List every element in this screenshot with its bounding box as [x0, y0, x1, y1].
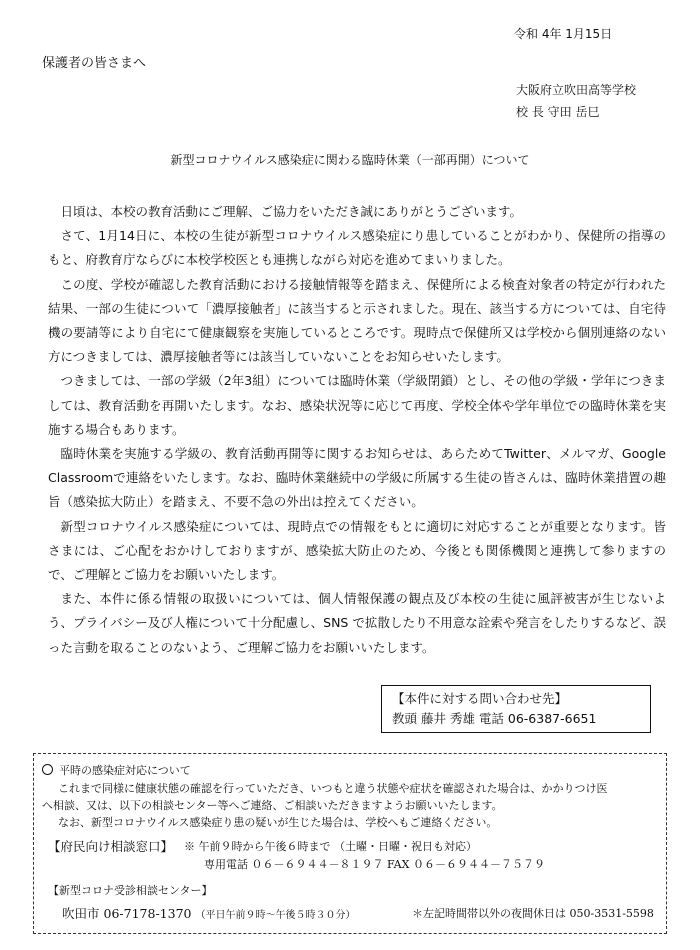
paragraph: また、本件に係る情報の取扱いについては、個人情報保護の観点及び本校の生徒に風評被害が生じないよう、プライバシー及び人権について十分配慮し、SNS で拡散したり不用意な詮索や発言をしたりするなど、誤った言動を取ることのないよう、ご理解ご協力をお願いいたします。 [48, 591, 666, 655]
info-text-2: へ相談、又は、以下の相談センター等へご連絡、ご相談いただきますようお願いいたします。 [42, 799, 503, 812]
paragraph: 新型コロナウイルス感染症については、現時点での情報をもとに適切に対応することが重要となります。皆さまには、ご心配をおかけしておりますが、感染拡大防止のため、今後とも関係機関と連携して参りますので、ご理解とご協力をお願いいたします。 [48, 518, 666, 583]
principal-name: 校 長 守田 岳巳 [516, 105, 600, 119]
paragraph: さて、1月14日に、本校の生徒が新型コロナウイルス感染症にり患していることがわかり、保健所の指導のもと、府教育庁ならびに本校学校医とも連携しながら対応を進めてまいりました。 [48, 228, 666, 268]
circle-bullet-icon [42, 764, 53, 775]
contact-line: 教頭 藤井 秀雄 電話 06-6387-6651 [392, 711, 597, 726]
recipient: 保護者の皆さまへ [42, 56, 147, 71]
school-name: 大阪府立吹田高等学校 [516, 83, 637, 97]
info-text-1: これまで同様に健康状態の確認を行っていただき、いつもと違う状態や症状を確認された場合は、かかりつけ医 [58, 782, 608, 795]
city-phone: 06-7178-1370 [103, 906, 192, 921]
consult-window-label: 【府民向け相談窓口】 [48, 839, 174, 854]
paragraph: 臨時休業を実施する学級の、教育活動再開等に関するお知らせは、あらためてTwitter、メルマガ、Google Classroomで連絡をいたします。なお、臨時休業継続中の学級に所属する生徒の皆さんは、臨時休業措置の趣旨（感染拡大防止）を踏まえ、不要不急の外出は控えてください。 [48, 446, 666, 510]
center-label: 【新型コロナ受診相談センター】 [48, 884, 213, 897]
consult-window-hours: ※ 午前９時から午後６時まで （土曜・日曜・祝日も対応） [184, 840, 477, 853]
city-line [62, 904, 355, 922]
info-heading-row [42, 762, 191, 778]
info-text-3: なお、新型コロナウイルス感染症り患の疑いが生じた場合は、学校へもご連絡ください。 [58, 816, 498, 829]
paragraph: 日頃は、本校の教育活動にご理解、ご協力をいただき誠にありがとうございます。 [60, 204, 523, 219]
paragraph: つきましては、一部の学級（2年3組）については臨時休業（学級閉鎖）とし、その他の学級・学年につきましては、教育活動を再開いたします。なお、感染状況等に応じて再度、学校全体や学年単位での臨時休業を実施する場合もあります。 [48, 373, 666, 437]
paragraph: この度、学校が確認した教育活動における接触情報等を踏まえ、保健所による検査対象者の特定が行われた結果、一部の生徒について「濃厚接触者」に該当すると示されました。現在、該当する方については、自宅待機の要請等により自宅にて健康観察を実施しているところです。現時点で保健所又は学校から個別連絡のない方につきましては、濃厚接触者等には該当していないことをお知らせいたします。 [48, 276, 666, 365]
date: 令和 4年 1月15日 [514, 27, 613, 41]
body-text [48, 200, 666, 660]
consult-window-phone: 専用電話 ０６－６９４４－８１９７ FAX ０６－６９４４－７５７９ [204, 858, 545, 871]
health-info-box [33, 753, 667, 934]
document-title: 新型コロナウイルス感染症に関わる臨時休業（一部再開）について [170, 153, 530, 167]
night-holiday-note: ＊左記時間帯以外の夜間休日は 050-3531-5598 [412, 907, 654, 920]
city-hours: （平日午前９時～午後５時３０分） [195, 910, 356, 921]
info-heading: 平時の感染症対応について [59, 764, 191, 777]
contact-box [381, 685, 651, 733]
city-name: 吹田市 [62, 906, 100, 921]
contact-heading: 【本件に対する問い合わせ先】 [392, 691, 568, 706]
